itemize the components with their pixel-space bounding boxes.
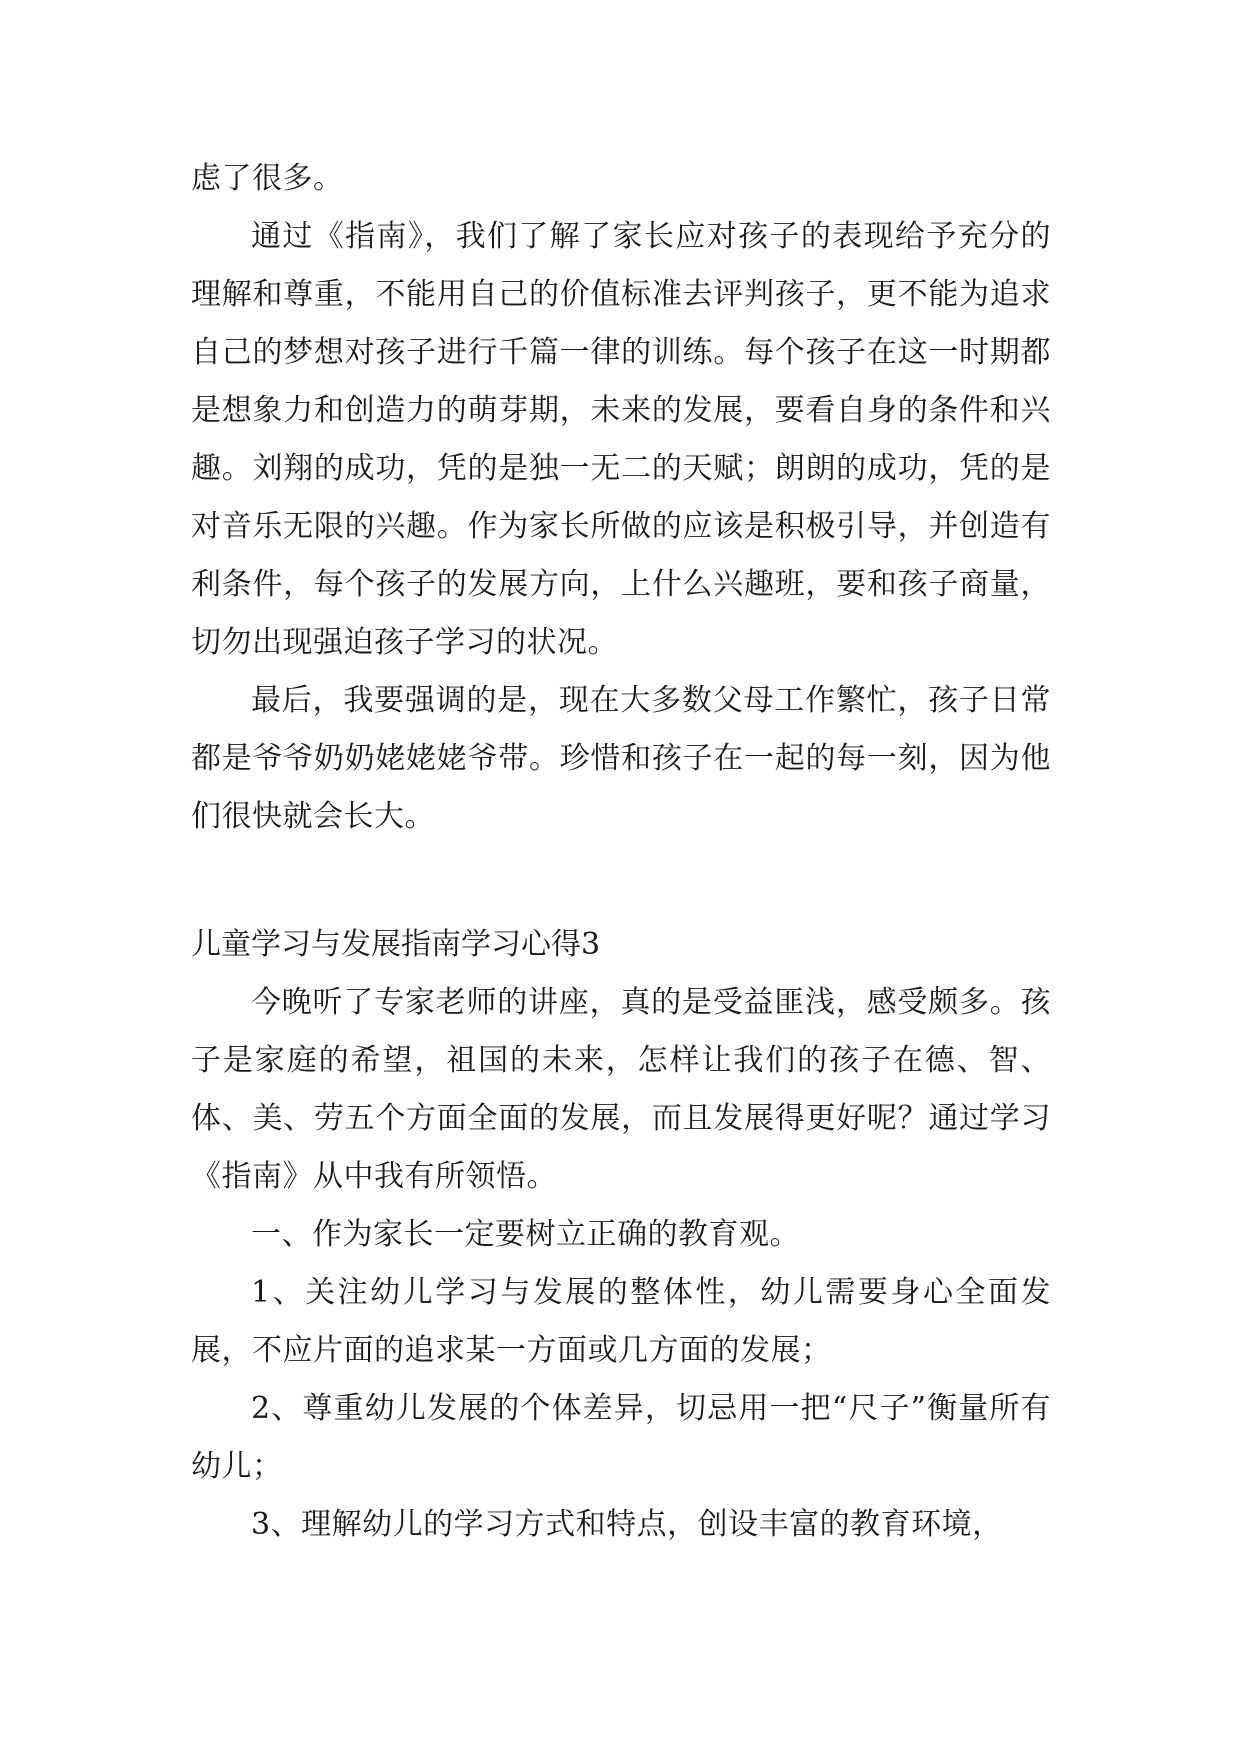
- document-body: [191, 150, 1051, 1554]
- paragraph-continuation: 虑了很多。: [191, 161, 344, 196]
- paragraph-lecture-intro: 今晚听了专家老师的讲座，真的是受益匪浅，感受颇多。孩子是家庭的希望，祖国的未来，怎样让我们的孩子在德、智、体、美、劳五个方面全面的发展，而且发展得更好呢？通过学习《指南》从中我有所领悟。: [191, 985, 1051, 1194]
- paragraph-point-one: 一、作为家长一定要树立正确的教育观。: [251, 1217, 800, 1252]
- paragraph-item-2: 2、尊重幼儿发展的个体差异，切忌用一把“尺子”衡量所有幼儿；: [191, 1391, 1051, 1484]
- paragraph-item-1: 1、关注幼儿学习与发展的整体性，幼儿需要身心全面发展，不应片面的追求某一方面或几方面的发展；: [191, 1275, 1051, 1368]
- paragraph-item-3: 3、理解幼儿的学习方式和特点，创设丰富的教育环境，: [251, 1507, 1003, 1542]
- paragraph-guide-understanding: 通过《指南》，我们了解了家长应对孩子的表现给予充分的理解和尊重，不能用自己的价值标准去评判孩子，更不能为追求自己的梦想对孩子进行千篇一律的训练。每个孩子在这一时期都是想象力和创造力的萌芽期，未来的发展，要看自身的条件和兴趣。刘翔的成功，凭的是独一无二的天赋；朗朗的成功，凭的是对音乐无限的兴趣。作为家长所做的应该是积极引导，并创造有利条件，每个孩子的发展方向，上什么兴趣班，要和孩子商量，切勿出现强迫孩子学习的状况。: [191, 219, 1051, 660]
- section-title: 儿童学习与发展指南学习心得3: [191, 927, 601, 962]
- paragraph-conclusion: 最后，我要强调的是，现在大多数父母工作繁忙，孩子日常都是爷爷奶奶姥姥姥爷带。珍惜和孩子在一起的每一刻，因为他们很快就会长大。: [191, 683, 1051, 834]
